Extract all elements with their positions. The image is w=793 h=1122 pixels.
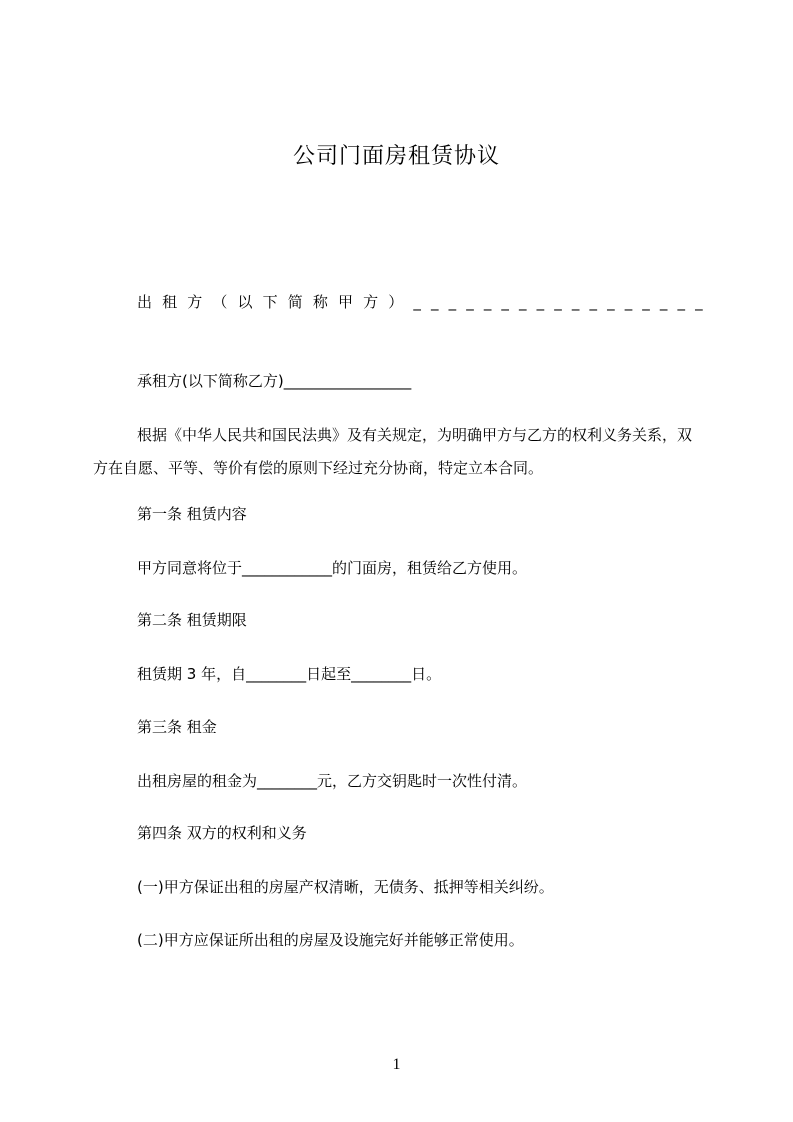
lessor-line-char: _ [659, 293, 668, 311]
lessor-line-char: 出 [137, 293, 153, 311]
lessor-line-char: 租 [162, 293, 178, 311]
article4-item1: (一)甲方保证出租的房屋产权清晰，无债务、抵押等相关纠纷。 [137, 878, 554, 896]
lessor-line-char: _ [536, 293, 545, 311]
lessor-line-char: _ [448, 293, 457, 311]
lessor-line-char: _ [554, 293, 562, 311]
document-title: 公司门面房租赁协议 [292, 144, 500, 169]
article3-text: 出租房屋的租金为________元，乙方交钥匙时一次性付清。 [137, 772, 528, 790]
lessor-line-char: 称 [312, 293, 328, 311]
lessor-line-char: _ [430, 293, 439, 311]
lessor-line-char: 以 [237, 293, 253, 311]
article2-text: 租赁期 3 年，自________日起至________日。 [137, 665, 442, 683]
article2-heading: 第二条 租赁期限 [137, 611, 247, 629]
lessor-line-char: 方 [363, 293, 379, 311]
article4-heading: 第四条 双方的权利和义务 [137, 824, 307, 842]
lessor-line-char: ） [388, 293, 404, 311]
lessor-line [137, 291, 703, 313]
lessor-line-char: （ [212, 293, 228, 311]
lessor-line-char: 甲 [338, 293, 354, 311]
lessor-line-char: 下 [262, 293, 278, 311]
lessor-line-char: _ [589, 293, 597, 311]
lessor-line-char: _ [607, 293, 615, 311]
lessor-line-char: _ [642, 293, 650, 311]
lessor-line-char: _ [501, 293, 509, 311]
article1-text: 甲方同意将位于____________的门面房，租赁给乙方使用。 [137, 559, 528, 577]
lessor-line-char: _ [677, 293, 686, 311]
article4-item2: (二)甲方应保证所出租的房屋及设施完好并能够正常使用。 [137, 931, 524, 949]
lessor-line-char: _ [571, 293, 580, 311]
lessor-line-char: _ [519, 293, 527, 311]
article3-heading: 第三条 租金 [137, 718, 217, 736]
lessor-line-char: _ [624, 293, 633, 311]
lessor-line-char: 方 [187, 293, 203, 311]
lessor-line-char: _ [483, 293, 492, 311]
lessor-line-char: _ [695, 293, 703, 311]
lessor-line-char: _ [466, 293, 474, 311]
preamble-paragraph: 根据《中华人民共和国民法典》及有关规定，为明确甲方与乙方的权利义务关系，双方在自愿、平等、等价有偿的原则下经过充分协商，特定立本合同。 [93, 426, 693, 477]
article1-heading: 第一条 租赁内容 [137, 505, 247, 523]
lessor-line-char: 简 [287, 293, 303, 311]
lessor-line-char: _ [413, 293, 421, 311]
lessee-line: 承租方(以下简称乙方)_________________ [137, 372, 412, 390]
page-number: 1 [392, 1056, 401, 1073]
